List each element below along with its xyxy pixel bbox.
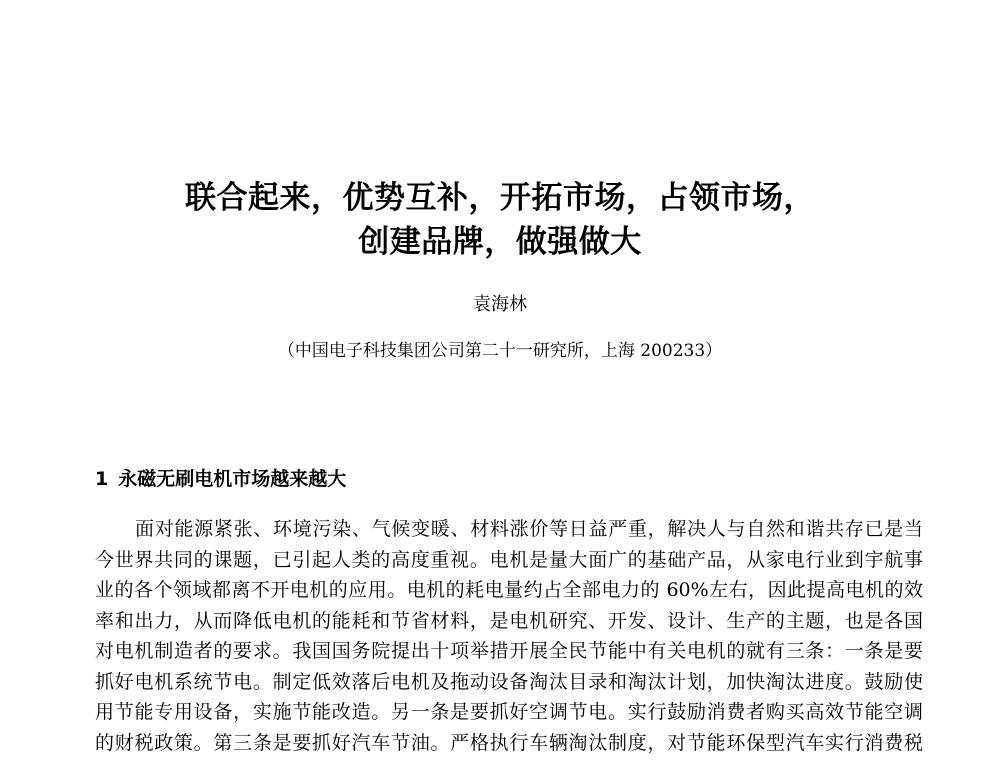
body-line: 业的各个领域都离不开电机的应用。电机的耗电量约占全部电力的 60%左右，因此提高电机的效: [95, 579, 923, 601]
body-line: 的财税政策。第三条是要抓好汽车节油。严格执行车辆淘汰制度，对节能环保型汽车实行消费税: [95, 731, 923, 754]
body-line: 面对能源紧张、环境污染、气候变暖、材料涨价等日益严重，解决人与自然和谐共存已是当: [135, 518, 923, 540]
body-paragraph: [95, 514, 923, 758]
paper-title: [0, 176, 1000, 264]
body-line: 率和出力，从而降低电机的能耗和节省材料，是电机研究、开发、设计、生产的主题，也是各国: [95, 609, 923, 632]
body-line: 对电机制造者的要求。我国国务院提出十项举措开展全民节能中有关电机的就有三条：一条是要: [95, 640, 923, 662]
section-heading: [95, 466, 346, 492]
body-line: 抓好电机系统节电。制定低效落后电机及拖动设备淘汰目录和淘汰计划，加快淘汰进度。鼓励使: [95, 670, 923, 693]
body-line: 今世界共同的课题，已引起人类的高度重视。电机是量大面广的基础产品，从家电行业到宇航事: [95, 548, 923, 571]
section-number: 1: [95, 468, 109, 490]
author-name: 袁海林: [473, 294, 527, 315]
paper-title-line-2: 创建品牌，做强做大: [358, 224, 642, 260]
author-affiliation: （中国电子科技集团公司第二十一研究所，上海 200233）: [277, 341, 723, 361]
body-line: 用节能专用设备，实施节能改造。另一条是要抓好空调节电。实行鼓励消费者购买高效节能空调: [95, 701, 923, 723]
section-title: 永磁无刷电机市场越来越大: [118, 468, 347, 490]
paper-title-line-1: 联合起来，优势互补，开拓市场，占领市场，: [185, 180, 815, 216]
